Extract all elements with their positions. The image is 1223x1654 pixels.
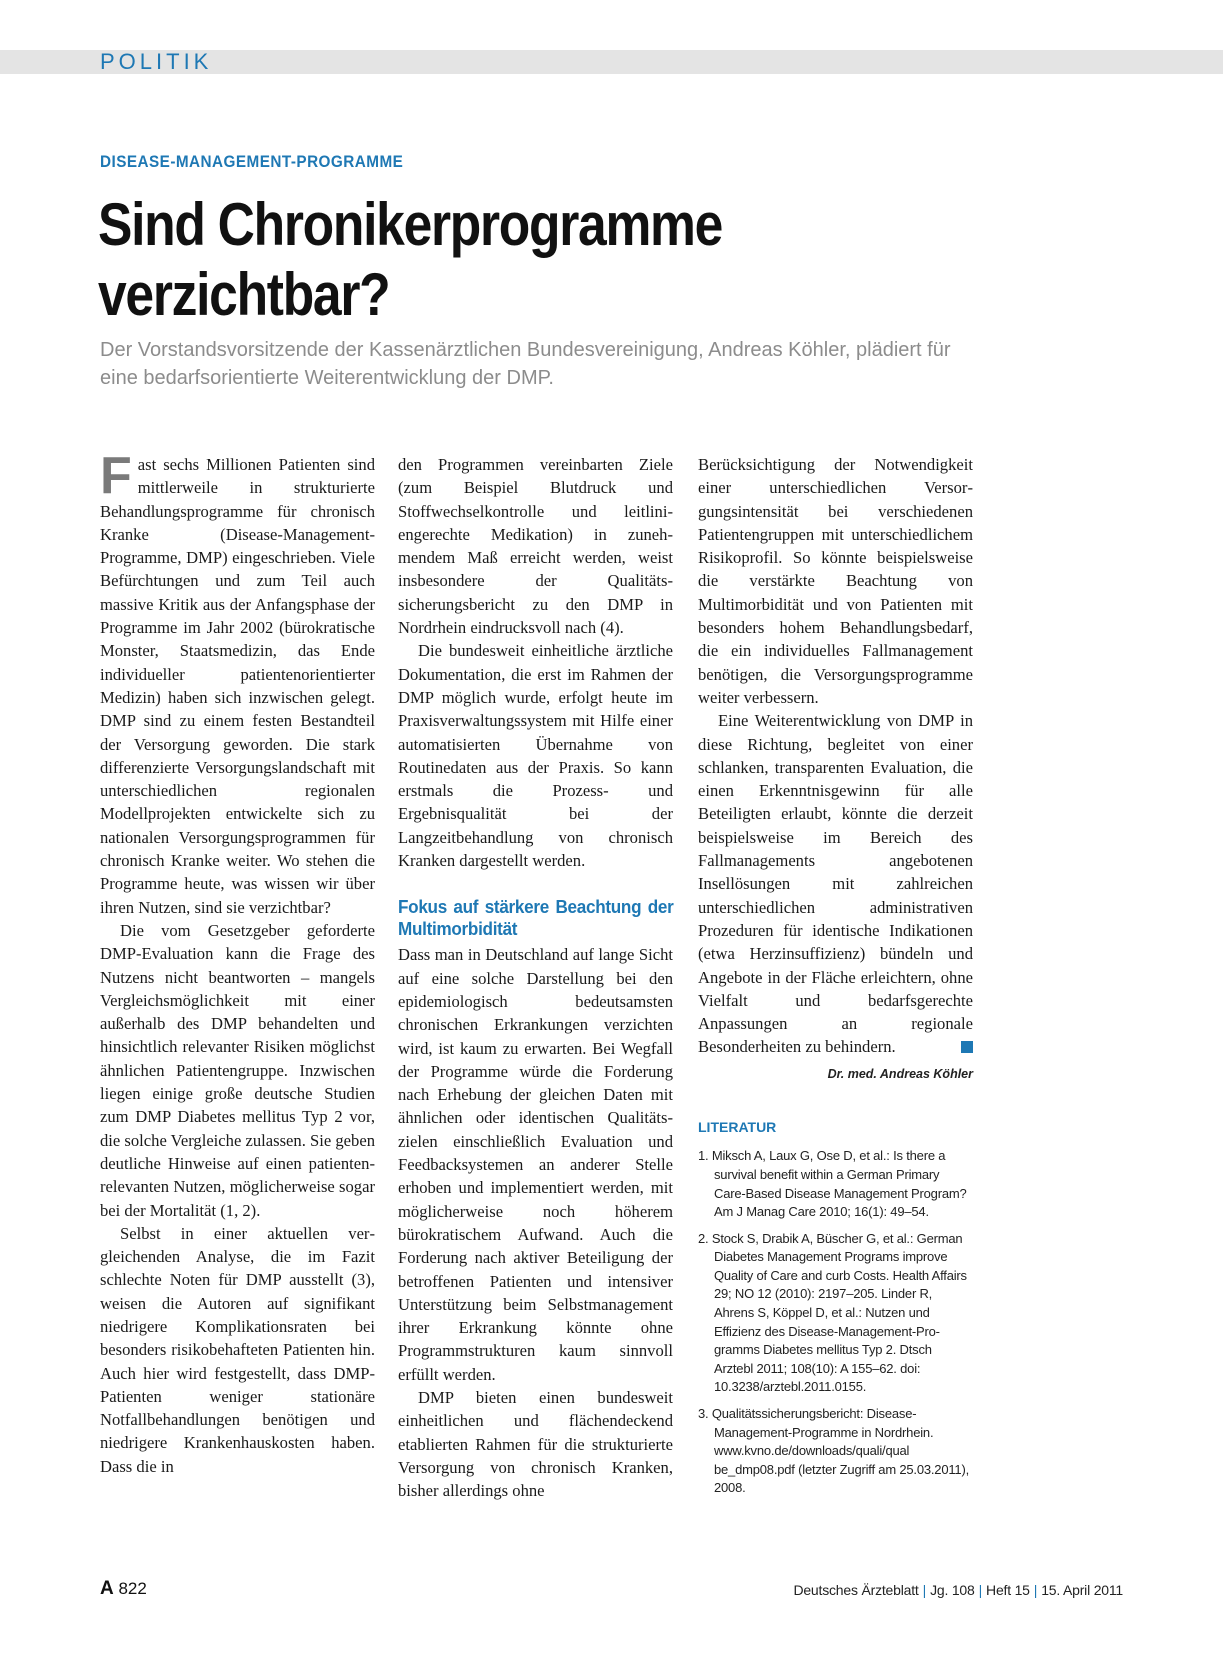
paragraph [100,447,375,919]
drop-cap: F [100,447,132,505]
column-2 [398,453,673,1502]
subheading: Fokus auf stärkere Beachtung der Multimorbidität [398,897,674,940]
journal-footer [793,1582,1123,1598]
headline [98,190,872,330]
paragraph: Selbst in einer aktuellen vergleichenden Analyse, die im Fazit schlechte Noten für DMP ausstellt (3), weisen die Autoren auf signifikant niedrigere Komplikationsraten bei besonders risikobehafteten Patienten hin. Auch hier wird festgestellt, dass DMP-Patienten weniger stationäre Notfallbehandlungen benötigen und niedrigere Krankenhauskosten haben. Dass die in [100,1223,375,1476]
paragraph: Die vom Gesetzgeber geforderte DMP-Evaluation kann die Frage des Nutzens nicht beantworten – mangels Vergleichsmöglichkeit mit einer außerhalb des DMP behandelten und hinsichtlich relevanter Risiken möglichst ähnlichen Patientengruppe. Inzwischen liegen einige große deutsche Studien zum DMP Diabetes mellitus Typ 2 vor, die solche Vergleiche zulassen. Sie geben deutliche Hinweise auf einen patientenrelevanten Nutzen, möglicherweise sogar bei der Mortalität (1, 2). [100,920,375,1220]
paragraph-text: ast sechs Millionen Patienten sind mittlerweile in strukturierte Behandlungsprogramme für chronisch Kranke (Disease-Management-Programme, DMP) eingeschrieben. Viele Befürchtungen und zum Teil auch massive Kritik aus der Anfangsphase der Programme im Jahr 2002 (bürokratische Monster, Staatsmedizin, das Ende individueller patientenorientierter Medizin) haben sich inzwischen gelegt. DMP sind zu einem festen Bestandteil der Versorgung geworden. Die stark differenzierte Versorgungslandschaft mit unterschiedlichen regionalen Modellprojekten entwickelte sich zu nationalen Versorgungsprogrammen für chronisch Kranke weiter. Wo stehen die Programme heute, was wissen wir über ihren Nutzen, sind sie verzichtbar? [100,455,375,917]
literature-item: 1. Miksch A, Laux G, Ose D, et al.: Is there a survival benefit within a German Primary Care-Based Disease Management Program? Am J Manag Care 2010; 16(1): 49–54. [698,1148,967,1220]
journal-name: Deutsches Ärzteblatt [793,1582,919,1598]
paragraph: Berücksichtigung der Notwendigkeit einer unterschiedlichen Versorgungsintensität bei verschiedenen Patientengruppen mit unterschiedlichem Risikoprofil. So könnte beispielsweise die verstärkte Beachtung von Multimorbidität und von Patienten mit besonders hohem Behandlungsbedarf, die ein individuelles Fallmanagement benötigen, die Versorgungsprogramme weiter verbessern. [698,455,973,707]
column-3 [698,453,973,1506]
literature-heading: LITERATUR [698,1119,777,1136]
separator: | [922,1582,927,1598]
paragraph: den Programmen vereinbarten Ziele (zum Beispiel Blutdruck und Stoffwechselkontrolle und leitliniengerechte Medikation) in zunehmendem Maß erreicht werden, weist insbesondere der Qualitätssicherungsbericht zu den DMP in Nordrhein eindrucksvoll nach (4). [398,455,673,638]
deck: Der Vorstandsvorsitzende der Kassenärztlichen Bundesvereinigung, Andreas Köhler, plädiert für eine bedarfsorientierte Weiterentwicklung der DMP. [100,339,951,389]
separator: | [978,1582,983,1598]
page-prefix: A [100,1578,114,1599]
end-mark-icon [961,1041,973,1053]
headline-line-2: verzichtbar? [98,261,390,328]
literature-item: 2. Stock S, Drabik A, Büscher G, et al.: German Diabetes Management Programs improve Quality of Care and curb Costs. Health Affairs 29; NO 12 (2010): 2197–205. Linder R, Ahrens S, Köppel D, et al.: Nutzen und Effizienz des Disease-Management-Programms Diabetes mellitus Typ 2. Dtsch Arztebl 2011; 108(10): A 155–62. doi: 10.3238/arztebl.2011.0155. [698,1230,967,1395]
page-number [100,1578,147,1600]
separator: | [1033,1582,1038,1598]
journal-issue: Heft 15 [986,1582,1030,1598]
column-1 [100,447,375,1478]
literature-item: 3. Qualitätssicherungsbericht: Disease-Management-Programme in Nordrhein. www.kvno.de/downloads/quali/qual be_dmp08.pdf (letzter Zugriff am 25.03.2011), 2008. [698,1406,970,1496]
paragraph [698,709,973,1058]
paragraph: DMP bieten einen bundesweit einheitlichen und flächendeckend etablierten Rahmen für die strukturierte Versorgung von chronisch Kranken, bisher allerdings ohne [398,1387,673,1501]
journal-volume: Jg. 108 [930,1582,975,1598]
paragraph: Die bundesweit einheitliche ärztliche Dokumentation, die erst im Rahmen der DMP möglich wurde, erfolgt heute im Praxisverwaltungssystem mit Hilfe einer automatisierten Übernahme von Routinedaten aus der Praxis. So kann erstmals die Prozess- und Ergebnisqualität bei der Langzeitbehandlung von chronisch Kranken dargestellt werden. [398,641,673,871]
section-label: POLITIK [100,49,213,74]
journal-date: 15. April 2011 [1041,1582,1123,1598]
page-number-value: 822 [118,1579,147,1598]
kicker: DISEASE-MANAGEMENT-PROGRAMME [100,152,404,171]
paragraph: Dass man in Deutschland auf lange Sicht auf eine solche Darstellung bei den epidemiologisch bedeutsamsten chronischen Erkrankungen verzichten wird, ist kaum zu erwarten. Bei Wegfall der Programme würde die Forderung nach Erhebung der gleichen Daten mit ähnlichen oder identischen Qualitätszielen einschließlich Evaluation und Feedbacksystemen an anderer Stelle erhoben und implementiert werden, mit möglicherweise noch höherem bürokratischem Aufwand. Auch die Forderung nach aktiver Beteiligung der betroffenen Patienten und intensiver Unterstützung beim Selbstmanagement ihrer Erkrankung könnte ohne Programmstrukturen kaum sinnvoll erfüllt werden. [398,945,673,1384]
author-byline: Dr. med. Andreas Köhler [827,1066,973,1081]
headline-line-1: Sind Chronikerprogramme [98,191,723,258]
literature-list [698,1147,973,1498]
paragraph-text: Eine Weiterentwicklung von DMP in diese Richtung, begleitet von einer schlanken, transparenten Evaluation, die einen Erkenntnisgewinn für alle Beteiligten erlaubt, könnte die derzeit beispielsweise im Bereich des Fallmanagements angebotenen Insellösungen mit zahlreichen unterschiedlichen administrativen Prozeduren für identische Indikationen (etwa Herzinsuffizienz) bündeln und Angebote in der Fläche erleichtern, ohne Vielfalt und bedarfsgerechte Anpassungen an regionale Besonderheiten zu behindern. [698,711,973,1057]
